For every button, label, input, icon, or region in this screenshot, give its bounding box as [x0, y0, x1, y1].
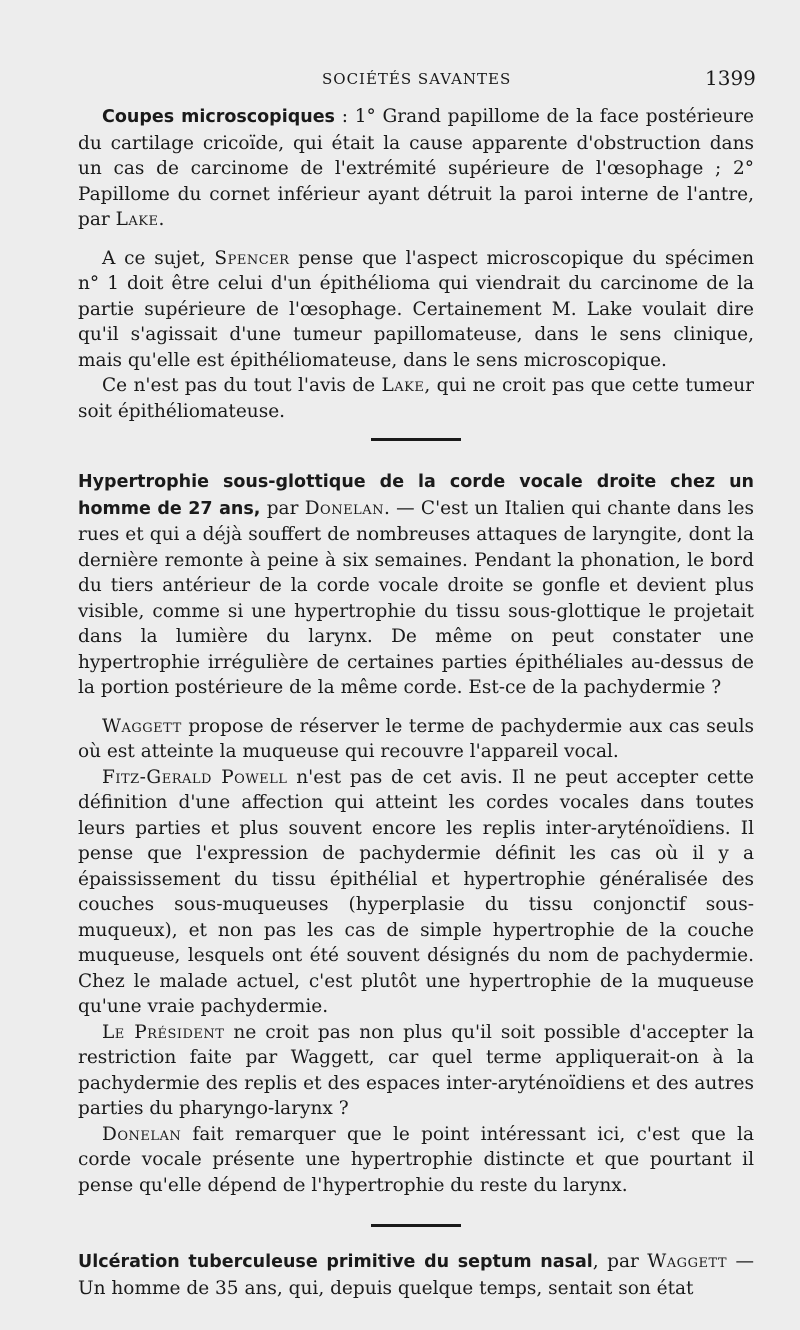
section-divider	[371, 438, 461, 441]
author-name: Spencer	[214, 247, 290, 269]
running-head: SOCIÉTÉS SAVANTES	[322, 70, 512, 88]
section-divider	[371, 1224, 461, 1227]
paragraph: Waggett propose de réserver le terme de pachydermie aux cas seuls où est atteinte la muqueuse qui recouvre l'appareil vocal.	[78, 715, 754, 762]
author-name: Waggett	[102, 715, 182, 737]
paragraph: Ulcération tuberculeuse primitive du septum nasal, par Waggett — Un homme de 35 ans, qui, depuis quelque temps, sentait son état	[78, 1251, 754, 1299]
paragraph: Ce n'est pas du tout l'avis de Lake, qui ne croit pas que cette tumeur soit épithéliomateuse.	[78, 375, 755, 422]
spacer	[78, 233, 754, 246]
page-number: 1399	[705, 66, 756, 90]
paragraph: Le Président ne croit pas non plus qu'il soit possible d'accepter la restriction faite par Waggett, car quel terme appliquerait-on à la pachydermie des replis et des espaces inter-aryténoïdiens et des autres parties du pharyngo-larynx ?	[78, 1021, 754, 1119]
section-title: Ulcération tuberculeuse primitive du septum nasal	[78, 1252, 593, 1272]
section-title: Coupes microscopiques	[102, 107, 335, 127]
paragraph: Fitz-Gerald Powell n'est pas de cet avis. Il ne peut accepter cette définition d'une affection qui atteint les cordes vocales dans toutes leurs parties et plus souvent encore les replis inter-aryténoïdiens. Il pense que l'expression de pachydermie définit les cas où il y a épaississement du tissu épithélial et hypertrophie généralisée des couches sous-muqueuses (hyperplasie du tissu conjonctif sous-muqueux), et non pas les cas de simple hypertrophie de la couche muqueuse, lesquels ont été souvent désignés du nom de pachydermie. Chez le malade actuel, c'est plutôt une hypertrophie de la muqueuse qu'une vraie pachydermie.	[78, 766, 754, 1017]
page-body	[78, 104, 754, 1301]
author-name: Donelan	[304, 497, 384, 519]
paragraph: A ce sujet, Spencer pense que l'aspect microscopique du spécimen n° 1 doit être celui d'un épithélioma qui viendrait du carcinome de la partie supérieure de l'œsophage. Certainement M. Lake voulait dire qu'il s'agissait d'une tumeur papillomateuse, dans le sens clinique, mais qu'elle est épithéliomateuse, dans le sens microscopique.	[78, 247, 754, 371]
author-name: Lake	[381, 375, 425, 396]
author-name: Fitz-Gerald Powell	[102, 766, 288, 788]
author-name: Le Président	[102, 1021, 225, 1043]
paragraph: Donelan fait remarquer que le point intéressant ici, c'est que la corde vocale présente une hypertrophie distincte et que pourtant il pense qu'elle dépend de l'hypertrophie du reste du larynx.	[78, 1123, 754, 1196]
author-name: Donelan	[102, 1123, 182, 1145]
section-title: Hypertrophie sous-glottique de la corde vocale droite chez un homme de 27 ans,	[78, 472, 754, 519]
spacer	[78, 701, 754, 714]
author-name: Waggett	[647, 1251, 728, 1272]
paragraph: Coupes microscopiques : 1° Grand papillome de la face postérieure du cartilage cricoïde, qui était la cause apparente d'obstruction dans un cas de carcinome de l'extrémité supérieure de l'œsophage ; 2° Papillome du cornet inférieur ayant détruit la paroi interne de l'antre, par Lake.	[78, 106, 754, 230]
page-header	[0, 66, 800, 96]
paragraph: Hypertrophie sous-glottique de la corde vocale droite chez un homme de 27 ans, par Donelan. — C'est un Italien qui chante dans les rues et qui a déjà souffert de nombreuses attaques de laryngite, dont la dernière remonte à peine à six semaines. Pendant la phonation, le bord du tiers antérieur de la corde vocale droite se gonfle et devient plus visible, comme si une hypertrophie du tissu sous-glottique le projetait dans la lumière du larynx. De même on peut constater une hypertrophie irrégulière de certaines parties épithéliales au-dessus de la portion postérieure de la même corde. Est-ce de la pachydermie ?	[78, 472, 754, 698]
author-name: Lake	[115, 209, 159, 230]
